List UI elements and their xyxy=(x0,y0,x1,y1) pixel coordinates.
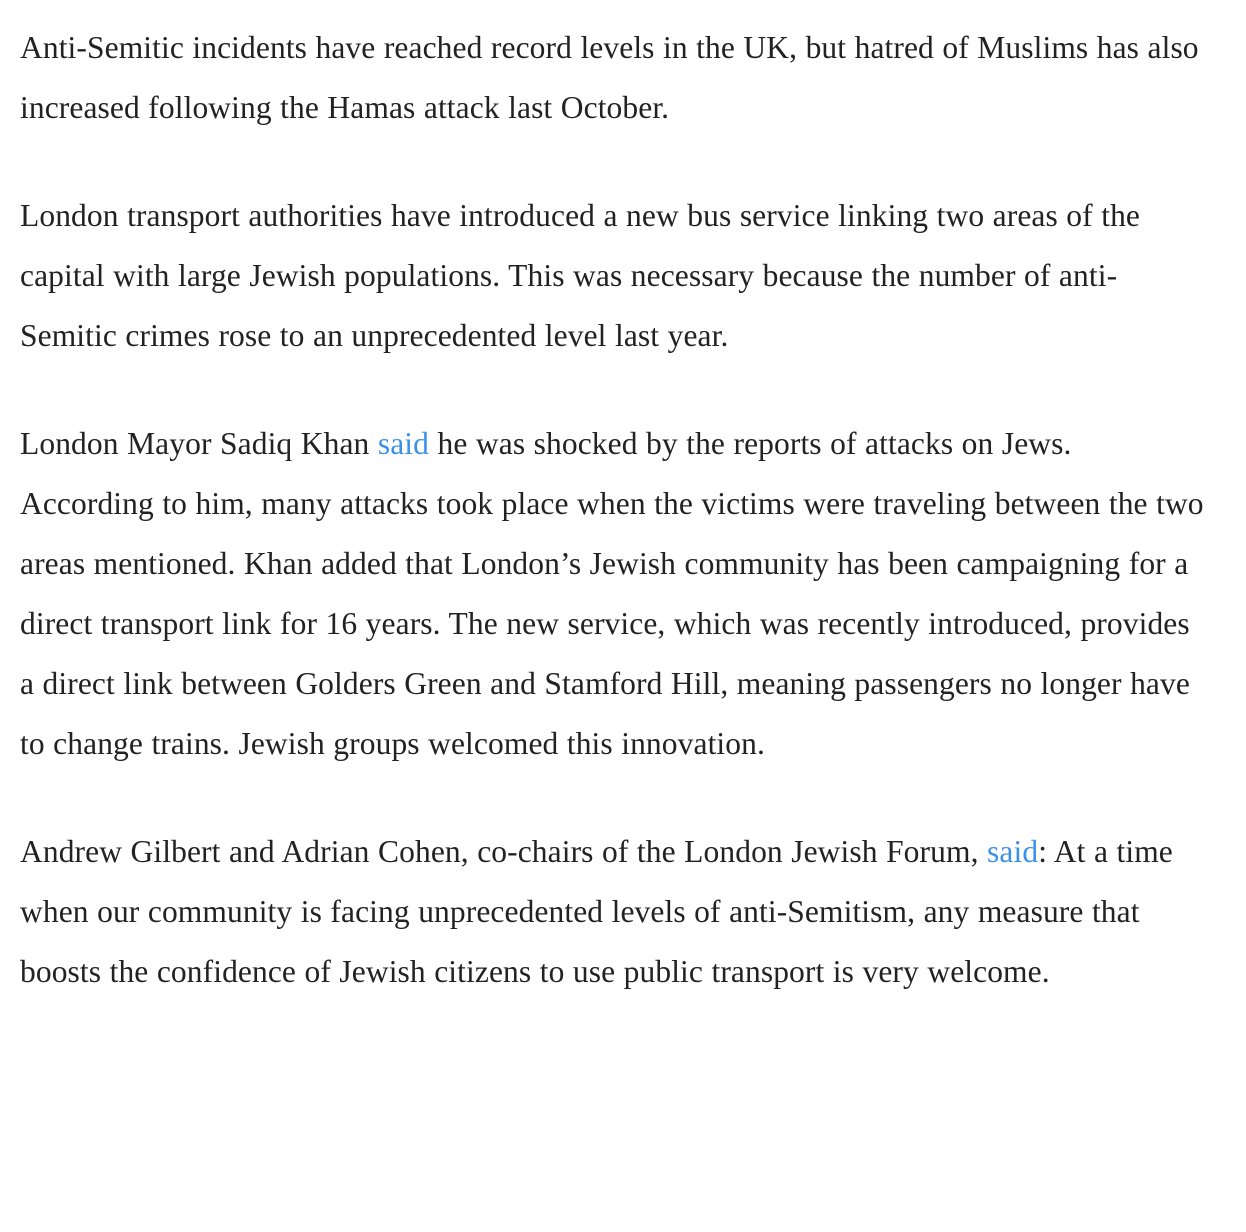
article-paragraph: Anti-Semitic incidents have reached record levels in the UK, but hatred of Muslims has also increased following the Hamas attack last October. xyxy=(20,30,1199,125)
source-link[interactable]: said xyxy=(377,426,430,461)
article-paragraph: London Mayor Sadiq Khan said he was shocked by the reports of attacks on Jews. According to him, many attacks took place when the victims were traveling between the two areas mentioned. Khan added that London’s Jewish community has been campaigning for a direct transport link for 16 years. The new service, which was recently introduced, provides a direct link between Golders Green and Stamford Hill, meaning passengers no longer have to change trains. Jewish groups welcomed this innovation. xyxy=(20,426,1204,761)
source-link[interactable]: said xyxy=(987,834,1039,869)
article-paragraph: London transport authorities have introduced a new bus service linking two areas of the capital with large Jewish populations. This was necessary because the number of anti-Semitic crimes rose to an unprecedented level last year. xyxy=(20,198,1141,353)
article-paragraph: Andrew Gilbert and Adrian Cohen, co-chairs of the London Jewish Forum, said: At a time when our community is facing unprecedented levels of anti-Semitism, any measure that boosts the confidence of Jewish citizens to use public transport is very welcome. xyxy=(20,834,1173,989)
